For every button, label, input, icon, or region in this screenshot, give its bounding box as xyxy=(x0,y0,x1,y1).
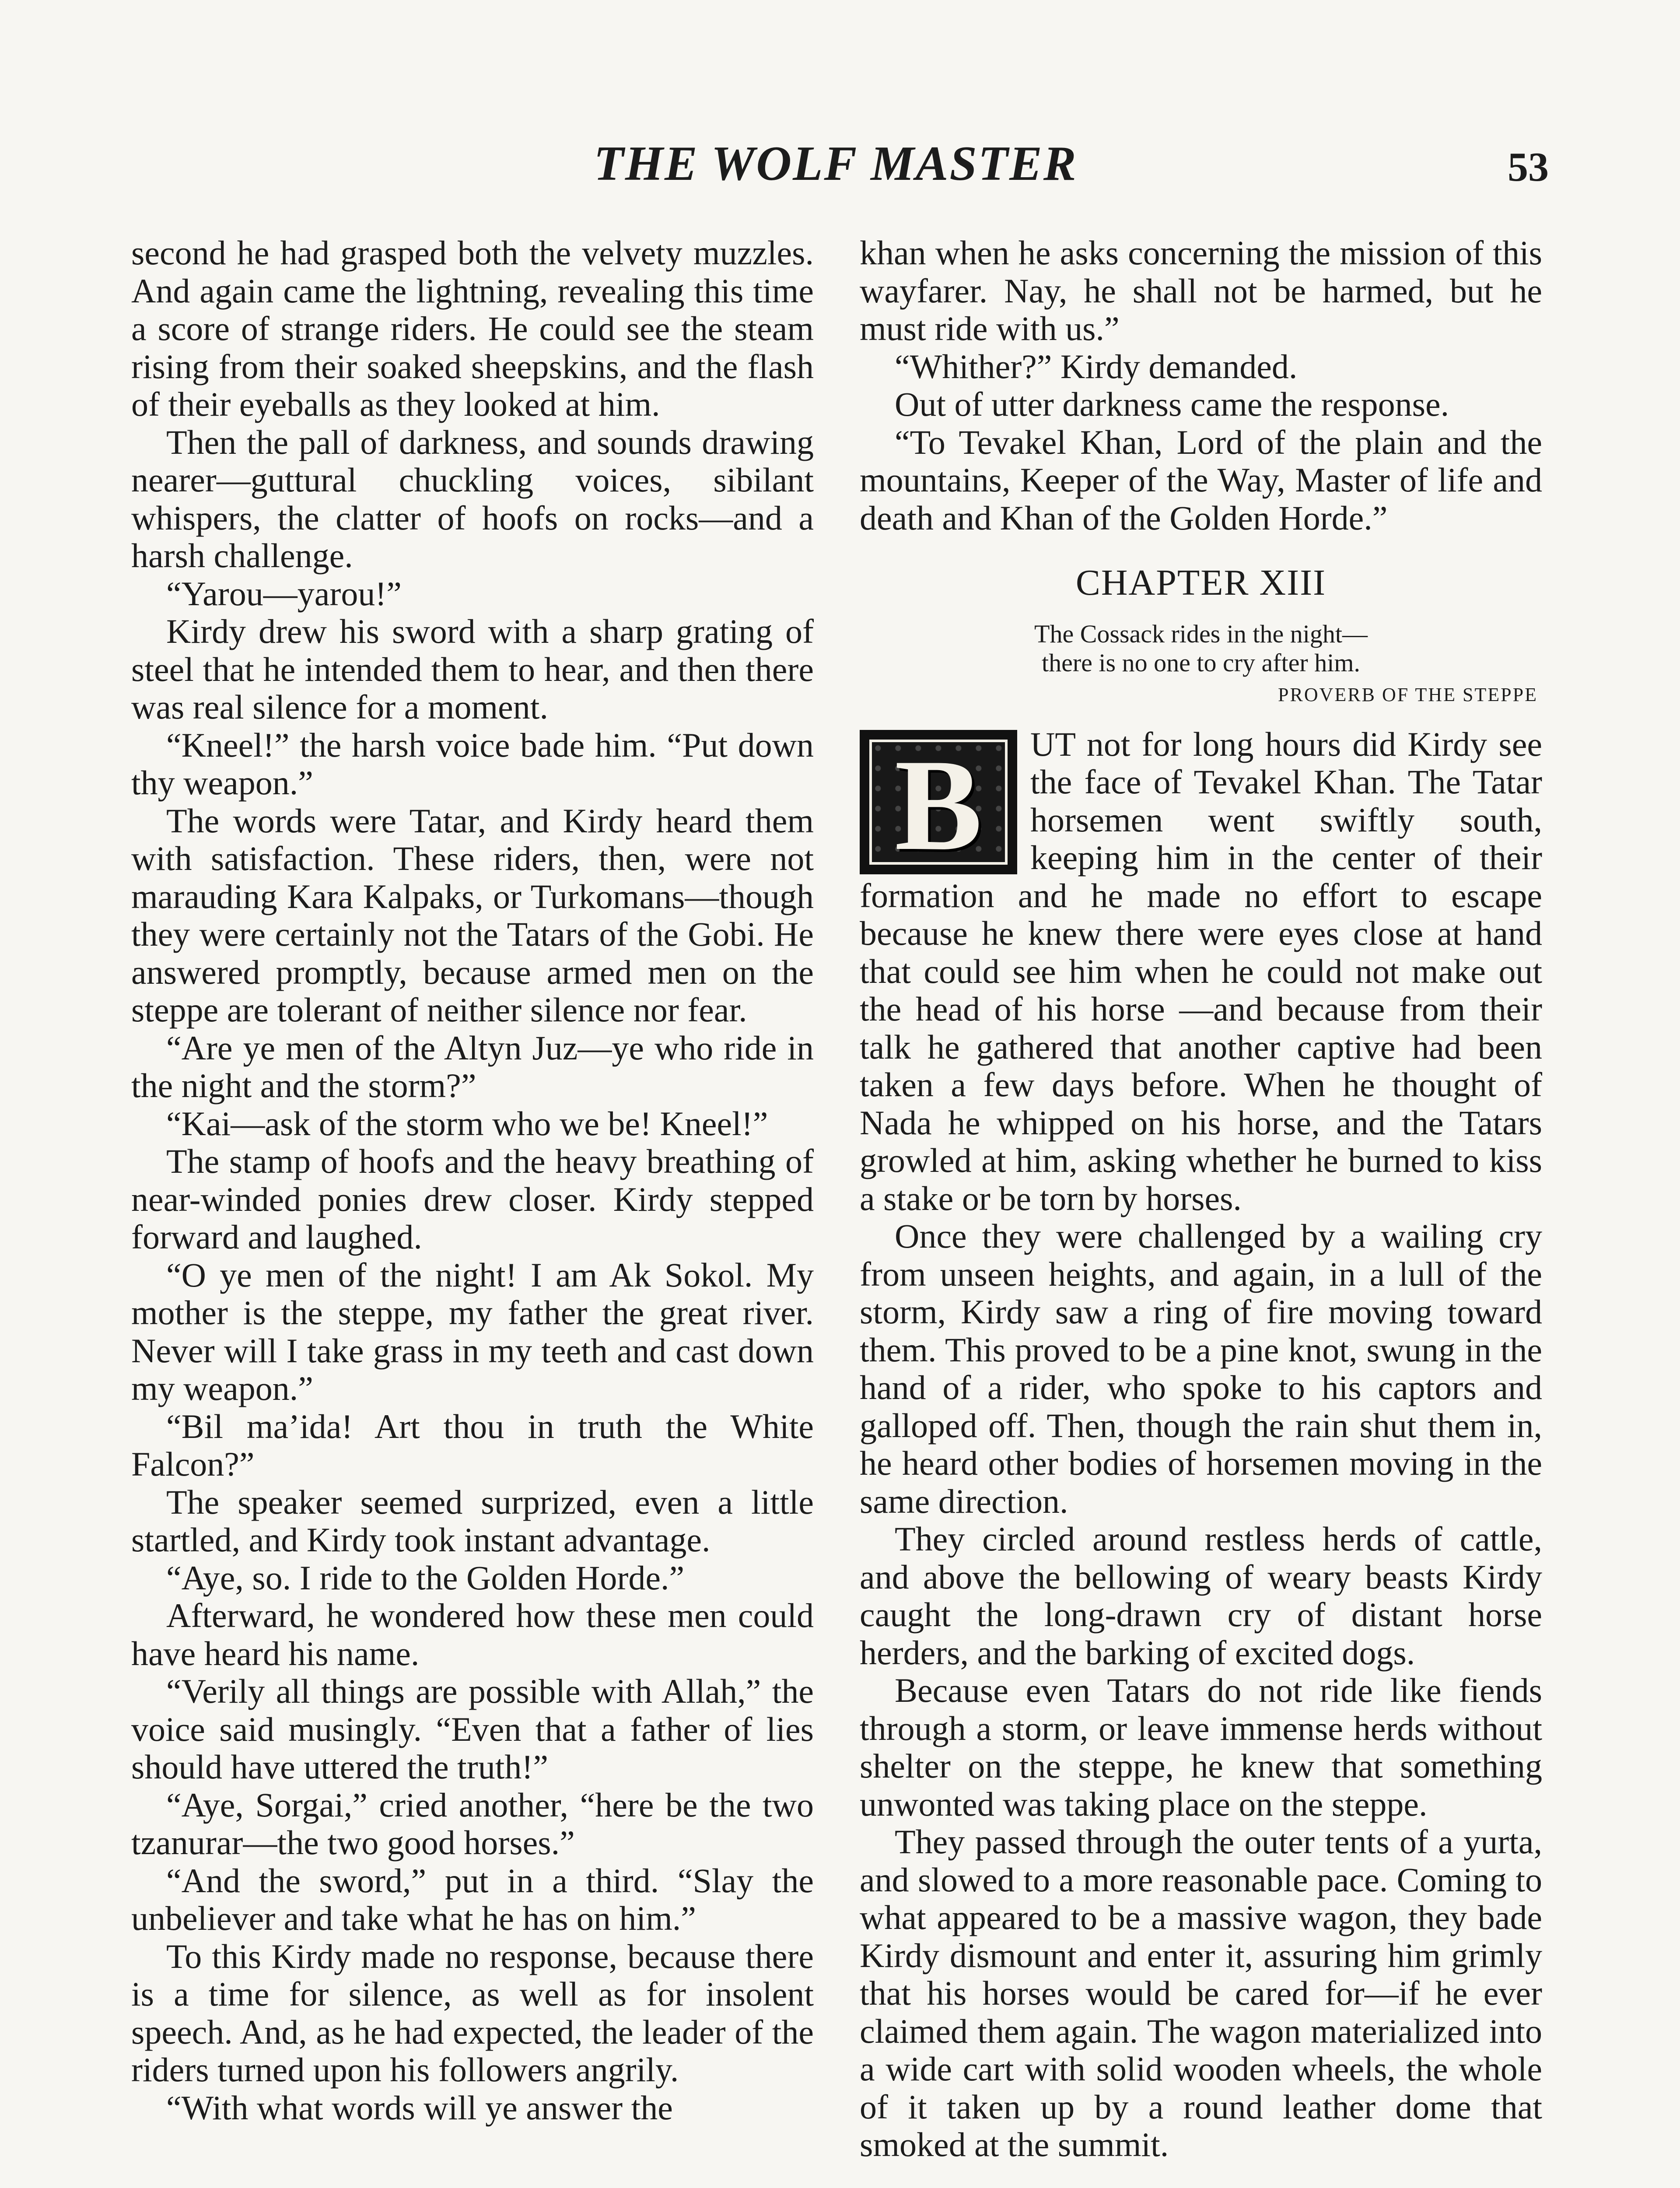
paragraph: “Aye, Sorgai,” cried another, “here be the two tzanurar—the two good horses.” xyxy=(131,1785,814,1862)
paragraph: “Aye, so. I ride to the Golden Horde.” xyxy=(166,1558,685,1597)
chapter-opening xyxy=(860,726,1542,1218)
paragraph: UT not for long hours did Kirdy see the face of Tevakel Khan. The Tatar horsemen went swiftly south, keeping him in the center of their formation and he made no effort to escape because he knew there were eyes close at hand that could see him when he could not make out the head of his horse —and because from their talk he gathered that another captive had been taken a few days before. When he thought of Nada he whipped on his horse, and the Tatars growled at him, asking whether he burned to kiss a stake or be torn by horses. xyxy=(860,725,1542,1217)
paragraph: The words were Tatar, and Kirdy heard them with satisfaction. These riders, then, were not marauding Kara Kalpaks, or Turkomans—though they were certainly not the Tatars of the Gobi. He answered promptly, because armed men on the steppe are tolerant of neither silence nor fear. xyxy=(131,801,814,1029)
paragraph: “Whither?” Kirdy demanded. xyxy=(895,347,1298,386)
paragraph: They passed through the outer tents of a yurta, and slowed to a more reasonable pace. Coming to what appeared to be a massive wagon, they bade Kirdy dismount and enter it, assuring him grimly that his horses would be cared for—if he ever claimed them again. The wagon materialized into a wide cart with solid wooden wheels, the whole of it taken up by a round leather dome that smoked at the summit. xyxy=(860,1823,1542,2163)
paragraph: Then the pall of darkness, and sounds drawing nearer—guttural chuckling voices, sibilant whispers, the clatter of hoofs on rocks—and a harsh challenge. xyxy=(131,423,814,575)
epigraph-source: PROVERB OF THE STEPPE xyxy=(1278,684,1538,705)
paragraph: The speaker seemed surprized, even a little startled, and Kirdy took instant advantage. xyxy=(131,1483,814,1559)
epigraph-line: The Cossack rides in the night— xyxy=(1034,619,1368,648)
running-head xyxy=(131,131,1549,201)
paragraph: To this Kirdy made no response, because there is a time for silence, as well as for insolent speech. And, as he had expected, the leader of the riders turned upon his followers angrily. xyxy=(131,1937,814,2089)
paragraph: Once they were challenged by a wailing cry from unseen heights, and again, in a lull of the storm, Kirdy saw a ring of fire moving toward them. This proved to be a pine knot, swung in the hand of a rider, who spoke to his captors and galloped off. Then, though the rain shut them in, he heard other bodies of horsemen moving in the same direction. xyxy=(860,1217,1542,1520)
paragraph: second he had grasped both the velvety muzzles. And again came the lightning, revealing this time a score of strange riders. He could see the steam rising from their soaked sheepskins, and the flash of their eyeballs as they looked at him. xyxy=(131,234,814,423)
paragraph: Kirdy drew his sword with a sharp grating of steel that he intended them to hear, and then there was real silence for a moment. xyxy=(131,612,814,726)
paragraph: They circled around restless herds of cattle, and above the bellowing of weary beasts Kirdy caught the long-drawn cry of distant horse herders, and the barking of excited dogs. xyxy=(860,1520,1542,1672)
paragraph: “Bil ma’ida! Art thou in truth the White Falcon?” xyxy=(131,1407,814,1483)
paragraph: “O ye men of the night! I am Ak Sokol. My mother is the steppe, my father the great river. Never will I take grass in my teeth and cast down my weapon.” xyxy=(131,1255,814,1407)
paragraph: “To Tevakel Khan, Lord of the plain and the mountains, Keeper of the Way, Master of life and death and Khan of the Golden Horde.” xyxy=(860,423,1542,537)
epigraph-line: there is no one to cry after him. xyxy=(1042,648,1360,677)
paragraph: Because even Tatars do not ride like fiends through a storm, or leave immense herds without shelter on the steppe, he knew that something unwonted was taking place on the steppe. xyxy=(860,1671,1542,1823)
right-column xyxy=(860,234,1542,2188)
paragraph: “Yarou—yarou!” xyxy=(166,574,402,613)
paragraph: “With what words will ye answer the xyxy=(166,2088,673,2127)
paragraph: khan when he asks concerning the mission of this wayfarer. Nay, he shall not be harmed, but he must ride with us.” xyxy=(860,234,1542,347)
chapter-heading: CHAPTER XIII xyxy=(1075,562,1326,603)
paragraph: “Kneel!” the harsh voice bade him. “Put down thy weapon.” xyxy=(131,726,814,802)
left-column xyxy=(131,234,814,2188)
drop-cap-letter: B xyxy=(894,732,983,874)
paragraph: “Are ye men of the Altyn Juz—ye who ride in the night and the storm?” xyxy=(131,1028,814,1105)
paragraph: The stamp of hoofs and the heavy breathing of near-winded ponies drew closer. Kirdy stepped forward and laughed. xyxy=(131,1142,814,1256)
drop-cap-ornament xyxy=(860,730,1017,874)
page-number: 53 xyxy=(1508,144,1549,190)
paragraph: “And the sword,” put in a third. “Slay the unbeliever and take what he has on him.” xyxy=(131,1861,814,1937)
running-title: THE WOLF MASTER xyxy=(594,137,1078,191)
paragraph: Out of utter darkness came the response. xyxy=(895,385,1449,423)
paragraph: Afterward, he wondered how these men could have heard his name. xyxy=(131,1596,814,1673)
paragraph: “Kai—ask of the storm who we be! Kneel!” xyxy=(166,1104,768,1143)
paragraph: “Verily all things are possible with Allah,” the voice said musingly. “Even that a father of lies should have uttered the truth!” xyxy=(131,1672,814,1786)
